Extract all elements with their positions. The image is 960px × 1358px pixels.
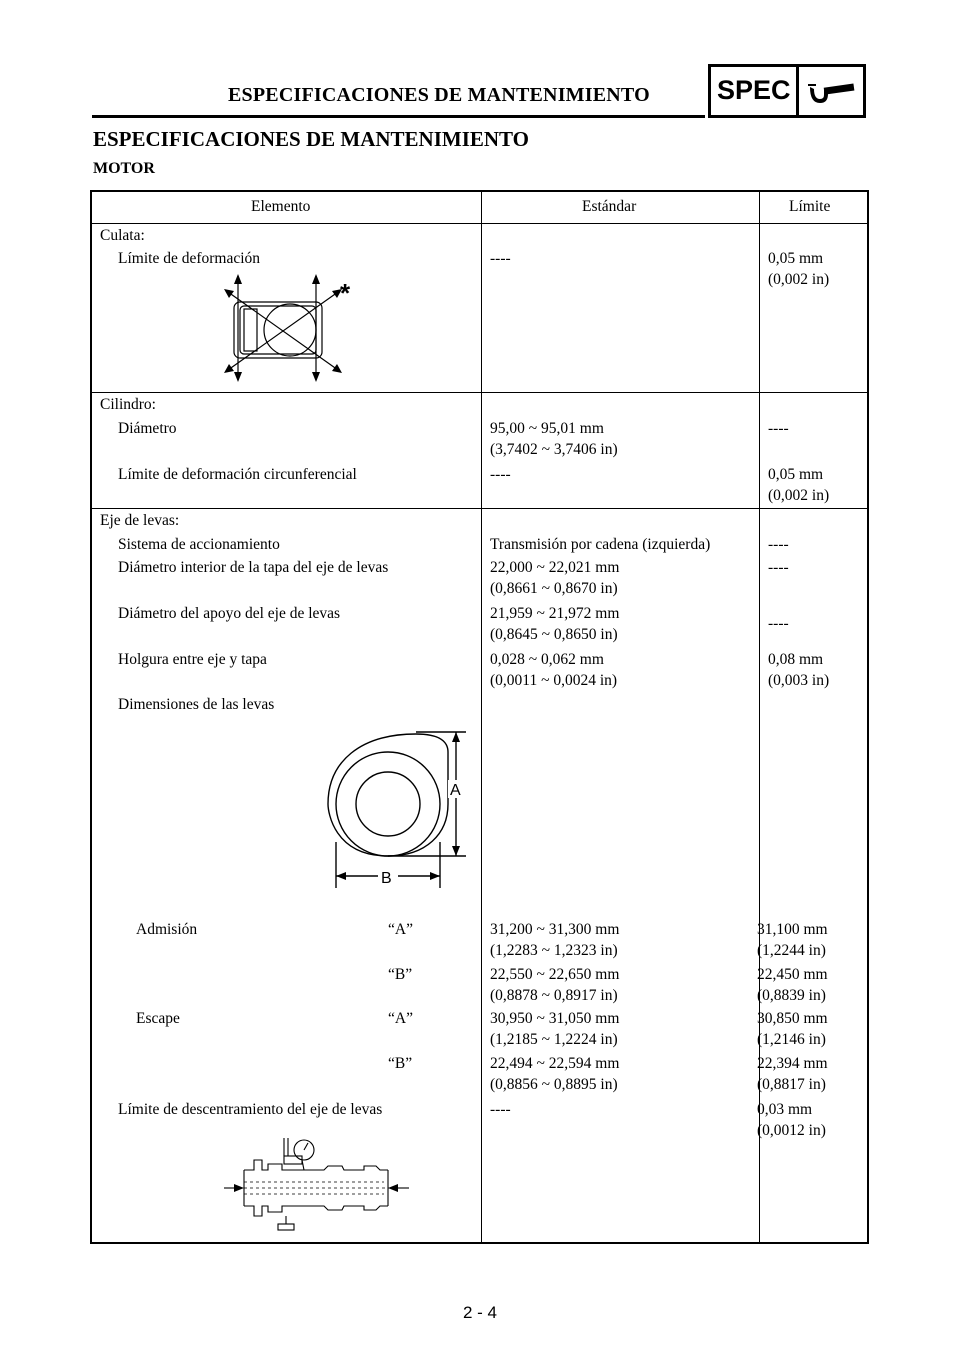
eje-clearance-limit-in: (0,003 in) <box>768 672 830 689</box>
runout-standard: ---- <box>490 1101 511 1118</box>
eje-cap-id-standard-in: (0,8661 ~ 0,8670 in) <box>490 580 618 597</box>
spec-badge <box>708 64 866 118</box>
eje-clearance-standard-in: (0,0011 ~ 0,0024 in) <box>490 672 618 689</box>
eje-journal-standard-in: (0,8645 ~ 0,8650 in) <box>490 626 618 643</box>
intake-b-limit-mm: 22,450 mm <box>757 966 828 983</box>
culata-warp-label: Límite de deformación <box>118 250 261 267</box>
dimension-label-a: A <box>450 782 461 799</box>
subsection-title: MOTOR <box>93 160 155 177</box>
cilindro-warp-standard: ---- <box>490 466 511 483</box>
exhaust-b-standard-in: (0,8856 ~ 0,8895 in) <box>490 1076 618 1093</box>
intake-label: Admisión <box>136 921 198 938</box>
eje-journal-label: Diámetro del apoyo del eje de levas <box>118 605 341 622</box>
culata-warp-standard: ---- <box>490 250 511 267</box>
eje-journal-standard-mm: 21,959 ~ 21,972 mm <box>490 605 620 622</box>
intake-b-standard-in: (0,8878 ~ 0,8917 in) <box>490 987 618 1004</box>
page-number: 2 - 4 <box>462 1303 498 1322</box>
exhaust-a-limit-in: (1,2146 in) <box>757 1031 826 1048</box>
section-title: ESPECIFICACIONES DE MANTENIMIENTO <box>93 127 530 151</box>
col-divider-1 <box>481 192 482 1242</box>
intake-b-tag: “B” <box>388 966 413 983</box>
exhaust-b-tag: “B” <box>388 1055 413 1072</box>
intake-a-tag: “A” <box>388 921 413 938</box>
eje-clearance-standard-mm: 0,028 ~ 0,062 mm <box>490 651 604 668</box>
camshaft-runout-diagram <box>224 1132 409 1232</box>
exhaust-a-limit-mm: 30,850 mm <box>757 1010 828 1027</box>
row-rule-culata <box>92 392 867 393</box>
spec-table <box>90 190 869 1244</box>
exhaust-label: Escape <box>136 1010 180 1027</box>
runout-label: Límite de descentramiento del eje de levas <box>118 1101 383 1118</box>
cilindro-bore-standard-mm: 95,00 ~ 95,01 mm <box>490 420 604 437</box>
group-title-cilindro: Cilindro: <box>100 396 156 413</box>
spec-badge-divider <box>796 67 799 115</box>
group-title-culata: Culata: <box>100 227 145 244</box>
runout-limit-mm: 0,03 mm <box>757 1101 813 1118</box>
intake-a-standard-mm: 31,200 ~ 31,300 mm <box>490 921 620 938</box>
eje-drive-standard: Transmisión por cadena (izquierda) <box>490 536 711 553</box>
header-rule <box>92 115 705 118</box>
cilindro-bore-standard-in: (3,7402 ~ 3,7406 in) <box>490 441 618 458</box>
culata-warp-limit-in: (0,002 in) <box>768 271 830 288</box>
group-title-eje: Eje de levas: <box>100 512 180 529</box>
running-header-title: ESPECIFICACIONES DE MANTENIMIENTO <box>228 84 650 106</box>
cilindro-bore-limit: ---- <box>768 420 789 437</box>
eje-cap-id-standard-mm: 22,000 ~ 22,021 mm <box>490 559 620 576</box>
header-limit: Límite <box>789 198 831 215</box>
eje-journal-limit: ---- <box>768 615 789 632</box>
cilindro-warp-limit-mm: 0,05 mm <box>768 466 824 483</box>
exhaust-a-standard-in: (1,2185 ~ 1,2224 in) <box>490 1031 618 1048</box>
feeler-gauge-icon <box>806 77 858 109</box>
row-rule-cilindro <box>92 508 867 509</box>
header-row-rule <box>92 223 867 224</box>
header-standard: Estándar <box>582 198 637 215</box>
header-item: Elemento <box>251 198 311 215</box>
exhaust-b-limit-mm: 22,394 mm <box>757 1055 828 1072</box>
intake-b-standard-mm: 22,550 ~ 22,650 mm <box>490 966 620 983</box>
svg-text:*: * <box>340 278 351 308</box>
cam-lobe-diagram <box>316 722 476 892</box>
runout-limit-in: (0,0012 in) <box>757 1122 826 1139</box>
eje-lobe-title: Dimensiones de las levas <box>118 696 275 713</box>
exhaust-b-standard-mm: 22,494 ~ 22,594 mm <box>490 1055 620 1072</box>
dimension-label-b: B <box>381 870 392 887</box>
intake-b-limit-in: (0,8839 in) <box>757 987 826 1004</box>
intake-a-limit-mm: 31,100 mm <box>757 921 828 938</box>
eje-clearance-limit-mm: 0,08 mm <box>768 651 824 668</box>
eje-cap-id-label: Diámetro interior de la tapa del eje de levas <box>118 559 389 576</box>
intake-a-limit-in: (1,2244 in) <box>757 942 826 959</box>
eje-drive-limit: ---- <box>768 536 789 553</box>
exhaust-a-standard-mm: 30,950 ~ 31,050 mm <box>490 1010 620 1027</box>
cilindro-warp-label: Límite de deformación circunferencial <box>118 466 357 483</box>
cilindro-bore-label: Diámetro <box>118 420 177 437</box>
eje-drive-label: Sistema de accionamiento <box>118 536 280 553</box>
eje-cap-id-limit: ---- <box>768 559 789 576</box>
intake-a-standard-in: (1,2283 ~ 1,2323 in) <box>490 942 618 959</box>
exhaust-a-tag: “A” <box>388 1010 413 1027</box>
exhaust-b-limit-in: (0,8817 in) <box>757 1076 826 1093</box>
culata-warp-limit-mm: 0,05 mm <box>768 250 824 267</box>
cilindro-warp-limit-in: (0,002 in) <box>768 487 830 504</box>
eje-clearance-label: Holgura entre eje y tapa <box>118 651 267 668</box>
spec-badge-label: SPEC <box>717 75 791 105</box>
cylinder-head-warpage-diagram <box>220 274 370 384</box>
